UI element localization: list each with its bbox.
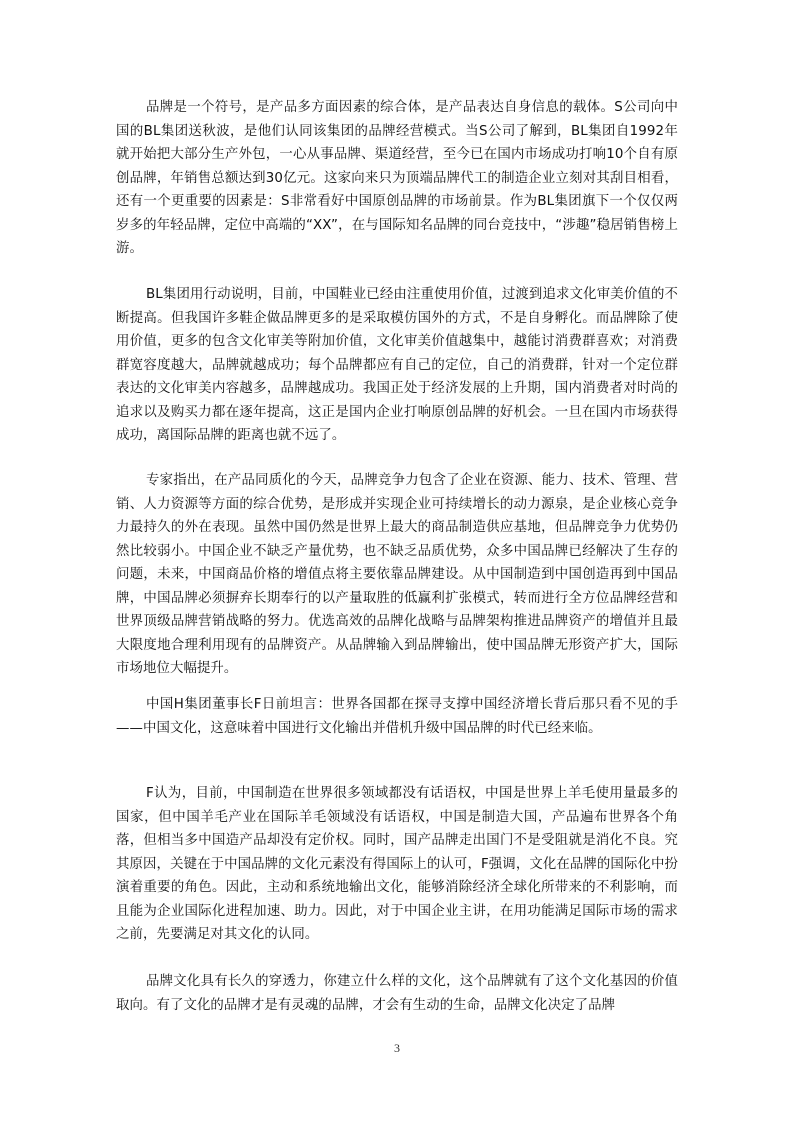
paragraph-bl-group-action: BL集团用行动说明，目前，中国鞋业已经由注重使用价值，过渡到追求文化审美价值的不断提高。但我国许多鞋企做品牌更多的是采取模仿国外的方式，不是自身孵化。而品牌除了使用价值，更多的包含文化审美等附加价值，文化审美价值越集中，越能讨消费群喜欢；对消费群宽容度越大，品牌就越成功；每个品牌都应有自己的定位，自己的消费群，针对一个定位群表达的文化审美内容越多，品牌越成功。我国正处于经济发展的上升期，国内消费者对时尚的追求以及购买力都在逐年提高，这正是国内企业打响原创品牌的好机会。一旦在国内市场获得成功，离国际品牌的距离也就不远了。 xyxy=(116,287,678,443)
paragraph-expert-opinion: 专家指出，在产品同质化的今天，品牌竞争力包含了企业在资源、能力、技术、管理、营销、人力资源等方面的综合优势，是形成并实现企业可持续增长的动力源泉，是企业核心竞争力最持久的外在表现。虽然中国仍然是世界上最大的商品制造供应基地，但品牌竞争力优势仍然比较弱小。中国企业不缺乏产量优势，也不缺乏品质优势，众多中国品牌已经解决了生存的问题，未来，中国商品价格的增值点将主要依靠品牌建设。从中国制造到中国创造再到中国品牌，中国品牌必须摒弃长期奉行的以产量取胜的低赢利扩张模式，转而进行全方位品牌经营和世界顶级品牌营销战略的努力。优选高效的品牌化战略与品牌架构推进品牌资产的增值并且最大限度地合理利用现有的品牌资产。从品牌输入到品牌输出，使中国品牌无形资产扩大，国际市场地位大幅提升。 xyxy=(116,473,678,676)
paragraph-f-opinion: F认为，目前，中国制造在世界很多领域都没有话语权，中国是世界上羊毛使用量最多的国家，但中国羊毛产业在国际羊毛领域没有话语权，中国是制造大国，产品遍布世界各个角落，但相当多中国造产品却没有定价权。同时，国产品牌走出国门不是受阻就是消化不良。究其原因，关键在于中国品牌的文化元素没有得国际上的认可，F强调，文化在品牌的国际化中扮演着重要的角色。因此，主动和系统地输出文化，能够消除经济全球化所带来的不利影响，而且能为企业国际化进程加速、助力。因此，对于中国企业主讲，在用功能满足国际市场的需求之前，先要满足对其文化的认同。 xyxy=(116,786,678,942)
paragraph-brand-symbol: 品牌是一个符号，是产品多方面因素的综合体，是产品表达自身信息的载体。S公司向中国的BL集团送秋波，是他们认同该集团的品牌经营模式。当S公司了解到，BL集团自1992年就开始把大部分生产外包，一心从事品牌、渠道经营，至今已在国内市场成功打响10个自有原创品牌，年销售总额达到30亿元。这家向来只为顶端品牌代工的制造企业立刻对其刮目相看，还有一个更重要的因素是：S非常看好中国原创品牌的市场前景。作为BL集团旗下一个仅仅两岁多的年轻品牌，定位中高端的“XX”，在与国际知名品牌的同台竞技中，“涉趣”稳居销售榜上游。 xyxy=(116,100,678,256)
paragraph-brand-culture: 品牌文化具有长久的穿透力，你建立什么样的文化，这个品牌就有了这个文化基因的价值取向。有了文化的品牌才是有灵魂的品牌，才会有生动的生命，品牌文化决定了品牌 xyxy=(116,974,678,1013)
paragraph-h-group-chairman: 中国H集团董事长F日前坦言：世界各国都在探寻支撑中国经济增长背后那只看不见的手——中国文化，这意味着中国进行文化输出并借机升级中国品牌的时代已经来临。 xyxy=(116,697,678,736)
page-number: 3 xyxy=(394,1041,400,1055)
